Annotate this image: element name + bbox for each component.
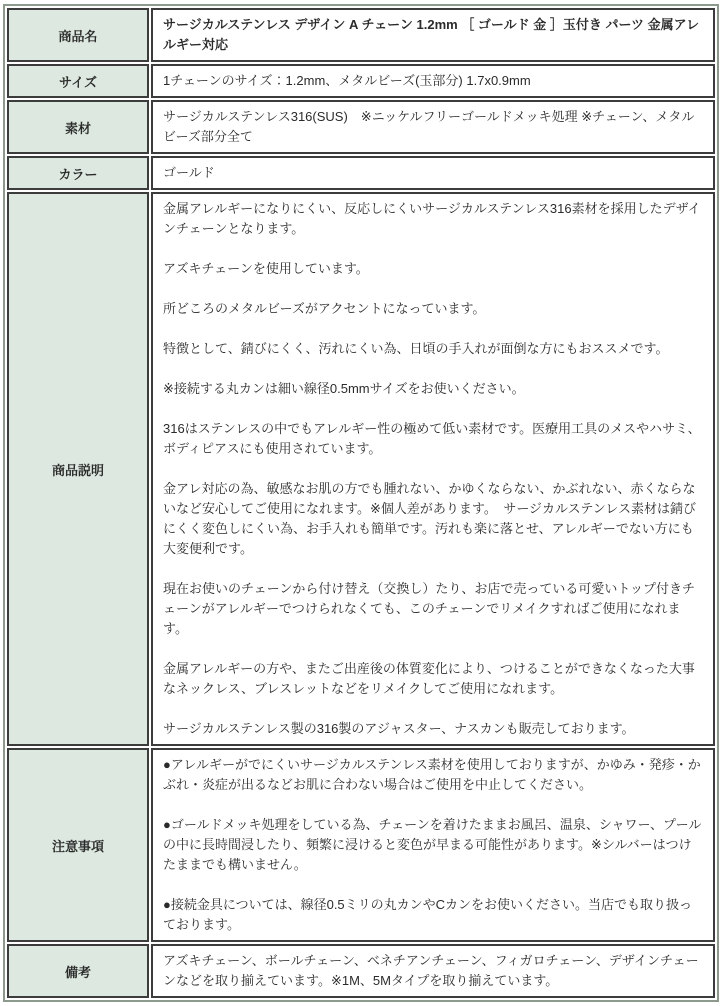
spec-row-size bbox=[7, 64, 715, 98]
spec-row-cautions bbox=[7, 748, 715, 942]
row-label: 素材 bbox=[64, 120, 91, 136]
row-label: 商品説明 bbox=[51, 462, 104, 478]
paragraph: ゴールド bbox=[163, 165, 215, 180]
spec-row-material bbox=[7, 100, 715, 154]
row-value-color bbox=[151, 156, 715, 190]
paragraph: サージカルステンレス デザイン A チェーン 1.2mm ［ ゴールド 金 ］玉付き パーツ 金属アレルギー対応 bbox=[163, 17, 700, 52]
spec-row-description bbox=[7, 192, 715, 746]
paragraph: ●接続金具については、線径0.5ミリの丸カンやCカンをお使いください。当店でも取り扱っております。 bbox=[163, 897, 693, 932]
row-label: 備考 bbox=[64, 964, 91, 980]
paragraph: サージカルステンレス製の316製のアジャスター、ナスカンも販売しております。 bbox=[163, 721, 635, 736]
paragraph: 金アレ対応の為、敏感なお肌の方でも腫れない、かゆくならない、かぶれない、赤くならないなど安心してご使用になれます。※個人差があります。 サージカルステンレス素材は錆びにくく変色しにくい為、お手入れも簡単です。汚れも楽に落とせ、アレルギーでない方にも大変便利です。 bbox=[163, 481, 697, 556]
row-header-cautions bbox=[7, 748, 149, 942]
paragraph: ●ゴールドメッキ処理をしている為、チェーンを着けたままお風呂、温泉、シャワー、プールの中に長時間浸したり、頻繁に浸けると変色が早まる可能性があります。※シルバーはつけたままでも構いません。 bbox=[163, 817, 702, 872]
paragraph: 金属アレルギーの方や、またご出産後の体質変化により、つけることができなくなった大事なネックレス、ブレスレットなどをリメイクしてご使用になれます。 bbox=[163, 661, 695, 696]
row-value-size bbox=[151, 64, 715, 98]
spec-row-product-name bbox=[7, 8, 715, 62]
paragraph: ●アレルギーがでにくいサージカルステンレス素材を使用しておりますが、かゆみ・発疹・かぶれ・炎症が出るなどお肌に合わない場合はご使用を中止してください。 bbox=[163, 757, 701, 792]
row-label: 商品名 bbox=[58, 28, 98, 44]
row-header-size bbox=[7, 64, 149, 98]
row-header-material bbox=[7, 100, 149, 154]
paragraph: 現在お使いのチェーンから付け替え（交換し）たり、お店で売っている可愛いトップ付きチェーンがアレルギーでつけられなくても、このチェーンでリメイクすればご使用になれます。 bbox=[163, 581, 695, 636]
product-spec-table bbox=[3, 4, 719, 1002]
row-value-notes bbox=[151, 944, 715, 998]
row-label: カラー bbox=[58, 166, 98, 182]
row-header-product-name bbox=[7, 8, 149, 62]
paragraph: アズキチェーン、ボールチェーン、ベネチアンチェーン、フィガロチェーン、デザインチェーンなどを取り揃えています。※1M、5Mタイプを取り揃えています。 bbox=[163, 953, 699, 988]
paragraph: アズキチェーンを使用しています。 bbox=[163, 261, 369, 276]
row-header-notes bbox=[7, 944, 149, 998]
row-label: 注意事項 bbox=[51, 838, 104, 854]
paragraph: 1チェーンのサイズ：1.2mm、メタルビーズ(玉部分) 1.7x0.9mm bbox=[163, 73, 531, 88]
paragraph: 特徴として、錆びにくく、汚れにくい為、日頃の手入れが面倒な方にもおススメです。 bbox=[163, 341, 669, 356]
paragraph: サージカルステンレス316(SUS) ※ニッケルフリーゴールドメッキ処理 ※チェーン、メタルビーズ部分全て bbox=[163, 109, 695, 144]
paragraph: ※接続する丸カンは細い線径0.5mmサイズをお使いください。 bbox=[163, 381, 525, 396]
spec-row-notes bbox=[7, 944, 715, 998]
row-value-material bbox=[151, 100, 715, 154]
paragraph: 所どころのメタルビーズがアクセントになっています。 bbox=[163, 301, 486, 316]
row-header-color bbox=[7, 156, 149, 190]
row-value-description bbox=[151, 192, 715, 746]
row-value-product-name bbox=[151, 8, 715, 62]
spec-row-color bbox=[7, 156, 715, 190]
row-header-description bbox=[7, 192, 149, 746]
paragraph: 金属アレルギーになりにくい、反応しにくいサージカルステンレス316素材を採用したデザインチェーンとなります。 bbox=[163, 201, 701, 236]
paragraph: 316はステンレスの中でもアレルギー性の極めて低い素材です。医療用工具のメスやハサミ、ボディピアスにも使用されています。 bbox=[163, 421, 701, 456]
row-label: サイズ bbox=[59, 74, 97, 90]
row-value-cautions bbox=[151, 748, 715, 942]
